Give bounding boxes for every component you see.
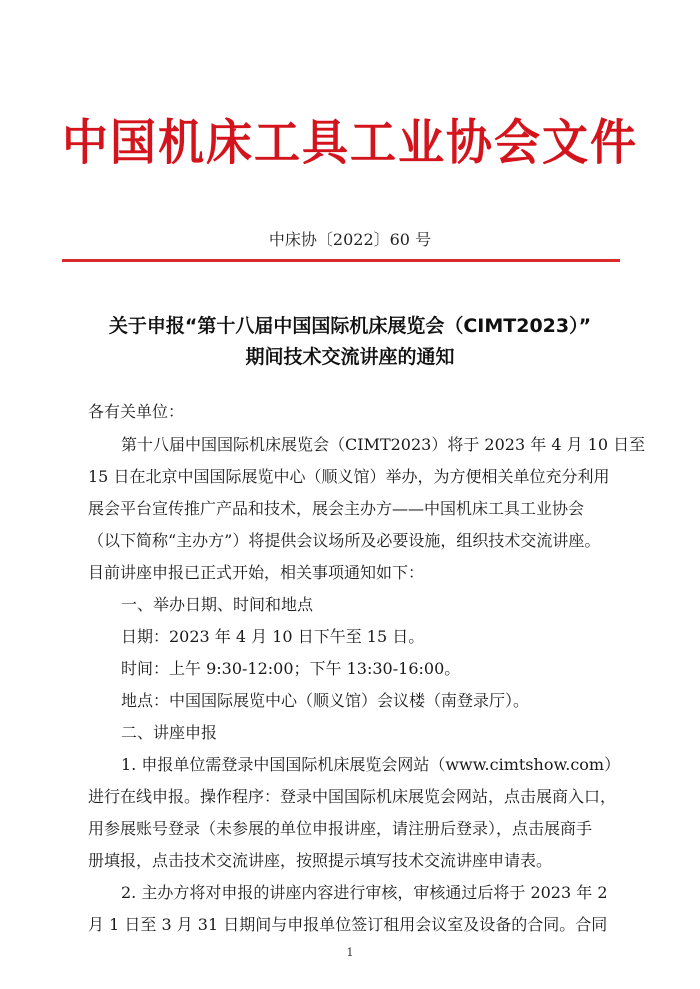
section-heading-2: 二、讲座申报 (121, 723, 218, 742)
body-line: 1. 申报单位需登录中国国际机床展览会网站（www.cimtshow.com） (121, 755, 621, 774)
red-divider-line (62, 259, 620, 262)
section-heading-1: 一、举办日期、时间和地点 (121, 595, 314, 614)
body-line: 月 1 日至 3 月 31 日期间与申报单位签订租用会议室及设备的合同。合同 (88, 915, 608, 934)
body-line: 进行在线申报。操作程序：登录中国国际机床展览会网站，点击展商入口， (88, 787, 617, 806)
body-line: （以下简称“主办方”）将提供会议场所及必要设施，组织技术交流讲座。 (88, 531, 601, 550)
body-line: 2. 主办方将对申报的讲座内容进行审核，审核通过后将于 2023 年 2 (121, 883, 608, 902)
date-line: 日期：2023 年 4 月 10 日下午至 15 日。 (121, 627, 425, 646)
body-line: 15 日在北京中国国际展览中心（顺义馆）举办，为方便相关单位充分利用 (88, 467, 610, 486)
document-number: 中床协〔2022〕60 号 (268, 230, 432, 249)
masthead-title: 中国机床工具工业协会文件 (62, 113, 638, 171)
page-number: 1 (346, 946, 354, 959)
salutation: 各有关单位： (88, 402, 185, 421)
time-line: 时间：上午 9:30-12:00；下午 13:30-16:00。 (121, 659, 461, 678)
location-line: 地点：中国国际展览中心（顺义馆）会议楼（南登录厅）。 (121, 691, 530, 710)
body-line: 第十八届中国国际机床展览会（CIMT2023）将于 2023 年 4 月 10 日至 (121, 435, 646, 454)
body-line: 展会平台宣传推广产品和技术，展会主办方——中国机床工具工业协会 (88, 499, 585, 518)
notice-title-line-1: 关于申报“第十八届中国国际机床展览会（CIMT2023）” (108, 315, 592, 337)
body-line: 目前讲座申报已正式开始，相关事项通知如下： (88, 563, 425, 582)
body-line: 用参展账号登录（未参展的单位申报讲座，请注册后登录），点击展商手 (88, 819, 593, 838)
body-line: 册填报，点击技术交流讲座，按照提示填写技术交流讲座申请表。 (88, 851, 553, 870)
notice-title-line-2: 期间技术交流讲座的通知 (245, 346, 455, 368)
